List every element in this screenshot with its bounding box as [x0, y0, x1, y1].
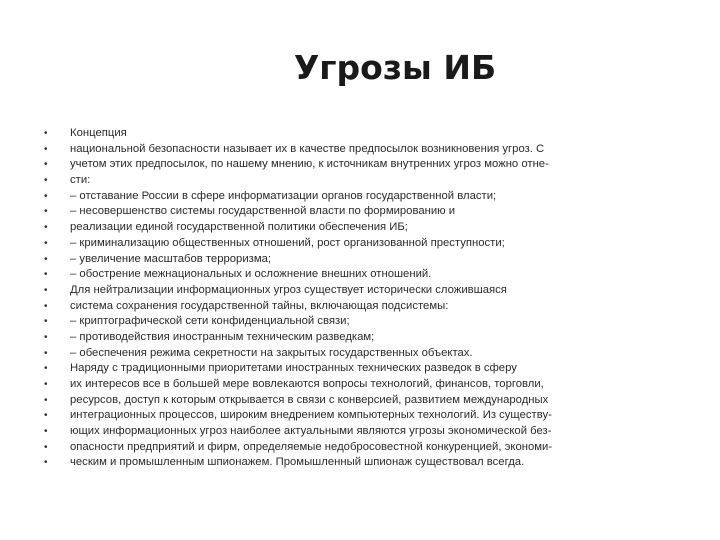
bullet-icon: • — [44, 175, 48, 187]
bullet-icon: • — [44, 222, 48, 234]
slide-title-text: Угрозы ИБ — [293, 48, 497, 87]
bullet-icon: • — [44, 237, 48, 249]
bullet-icon: • — [44, 379, 48, 390]
bullet-text: ющих информационных угроз наиболее актуальными являются угрозы экономической без- — [70, 425, 552, 438]
bullet-text: – увеличение масштабов терроризма; — [70, 252, 272, 265]
bullet-icon: • — [44, 143, 48, 155]
bullet-icon: • — [44, 316, 48, 328]
bullet-line — [0, 361, 640, 377]
bullet-text: – криптографической сети конфиденциальной связи; — [70, 315, 350, 328]
bullet-line — [0, 424, 640, 440]
bullet-text: национальной безопасности называет их в качестве предпосылок возникновения угроз. С — [70, 142, 545, 155]
bullet-text: система сохранения государственной тайны, включающая подсистемы: — [70, 299, 449, 312]
bullet-text: – обострение межнациональных и осложнение внешних отношений. — [70, 268, 432, 281]
bullet-line — [0, 299, 640, 315]
bullet-line — [0, 408, 640, 424]
bullet-line — [0, 440, 640, 456]
bullet-line — [0, 267, 640, 283]
bullet-line — [0, 346, 640, 362]
bullet-line — [0, 455, 640, 471]
bullet-line — [0, 314, 640, 330]
bullet-icon: • — [44, 159, 48, 171]
slide-title — [0, 45, 720, 91]
bullet-icon: • — [44, 394, 48, 406]
bullet-line — [0, 157, 640, 173]
bullet-text: интеграционных процессов, широким внедрением компьютерных технологий. Из существу- — [70, 409, 552, 422]
bullet-text: – отставание России в сфере информатизации органов государственной власти; — [70, 189, 497, 202]
bullet-line — [0, 393, 640, 409]
bullet-text: Концепция — [70, 127, 127, 139]
bullet-text: сти: — [70, 174, 91, 187]
bullet-icon: • — [44, 331, 48, 343]
bullet-icon: • — [44, 347, 48, 359]
bullet-text: Наряду с традиционными приоритетами иностранных технических разведок в сферу — [70, 362, 517, 375]
bullet-icon: • — [44, 410, 48, 422]
bullet-icon: • — [44, 284, 48, 296]
bullet-line — [0, 377, 640, 393]
bullet-line — [0, 220, 640, 236]
bullet-line — [0, 204, 640, 220]
bullet-icon: • — [44, 426, 48, 438]
bullet-text: ческим и промышленным шпионажем. Промышленный шпионаж существовал всегда. — [70, 456, 525, 469]
bullet-icon: • — [44, 269, 48, 281]
bullet-icon: • — [44, 128, 48, 139]
bullet-text: опасности предприятий и фирм, определяемые недобросовестной конкуренцией, экономи- — [70, 440, 553, 453]
bullet-line — [0, 142, 640, 158]
bullet-text: – обеспечения режима секретности на закрытых государственных объектах. — [70, 346, 473, 359]
bullet-icon: • — [44, 300, 48, 312]
bullet-line — [0, 283, 640, 299]
bullet-text: реализации единой государственной политики обеспечения ИБ; — [70, 221, 408, 234]
bullet-list — [0, 126, 640, 471]
bullet-line — [0, 173, 640, 189]
bullet-text: – несовершенство системы государственной власти по формированию и — [70, 205, 456, 218]
bullet-line — [0, 189, 640, 205]
bullet-icon: • — [44, 206, 48, 218]
bullet-text: Для нейтрализации информационных угроз существует исторически сложившаяся — [70, 283, 507, 296]
bullet-icon: • — [44, 253, 48, 265]
bullet-icon: • — [44, 190, 48, 202]
bullet-text: – криминализацию общественных отношений, рост организованной преступности; — [70, 236, 505, 249]
bullet-line — [0, 252, 640, 268]
bullet-line — [0, 330, 640, 346]
bullet-icon: • — [44, 441, 48, 453]
bullet-text: учетом этих предпосылок, по нашему мнению, к источникам внутренних угроз можно отне- — [70, 158, 549, 171]
bullet-text: – противодействия иностранным техническим разведкам; — [70, 330, 375, 343]
bullet-text: ресурсов, доступ к которым открывается в связи с конверсией, развитием международных — [70, 393, 549, 406]
bullet-icon: • — [44, 363, 48, 375]
bullet-line — [0, 126, 640, 142]
bullet-text: их интересов все в большей мере вовлекаются вопросы технологий, финансов, торговли, — [70, 378, 544, 390]
bullet-icon: • — [44, 457, 48, 469]
bullet-line — [0, 236, 640, 252]
